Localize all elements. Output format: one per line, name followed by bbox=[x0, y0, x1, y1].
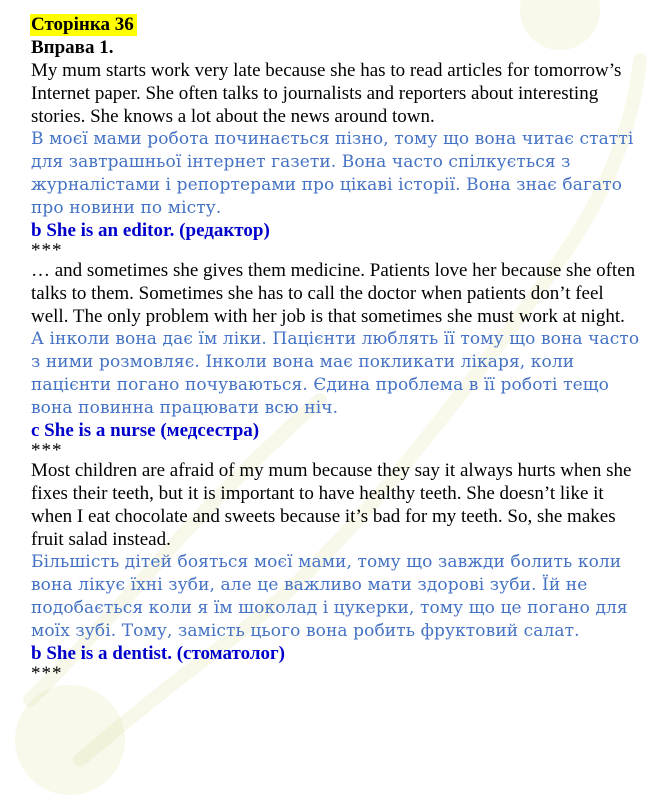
translation-paragraph: Більшість дітей бояться моєї мами, тому що завжди болить коли вона лікує їхні зуби, але це важливо мати здорові зуби. Їй не подобається коли я їм шоколад і цукерки, тому що це погано для моїх зубі. Тому, замість цього вона робить фруктовий салат. bbox=[31, 552, 628, 641]
english-paragraph: Most children are afraid of my mum because they say it always hurts when she fixes their teeth, but it is important to have healthy teeth. She doesn’t like it when I eat chocolate and sweets because it’s bad for my teeth. So, she makes fruit salad instead. bbox=[31, 460, 632, 550]
page-title: Сторінка 36 bbox=[30, 14, 137, 36]
english-paragraph: My mum starts work very late because she has to read articles for tomorrow’s Internet paper. She often talks to journalists and reporters about interesting stories. She knows a lot about the news around town. bbox=[31, 60, 622, 127]
exercise-title: Вправа 1. bbox=[31, 37, 114, 58]
separator: *** bbox=[31, 240, 63, 261]
answer-line: b She is a dentist. (стоматолог) bbox=[31, 643, 285, 664]
separator: *** bbox=[31, 440, 63, 461]
answer-line: c She is a nurse (медсестра) bbox=[31, 420, 260, 441]
english-paragraph: … and sometimes she gives them medicine. Patients love her because she often talks to them. Sometimes she has to call the doctor when patients don’t feel well. The only problem with her job is that sometimes she must work at night. bbox=[31, 260, 636, 327]
translation-paragraph: В моєї мами робота починається пізно, тому що вона читає статті для завтрашньої інтернет газети. Вона часто спілкується з журналістами і репортерами про цікаві історії. Вона знає багато про новини по місту. bbox=[31, 129, 634, 218]
exercise-block-1 bbox=[31, 59, 641, 259]
translation-paragraph: А інколи вона дає їм ліки. Пацієнти люблять її тому що вона часто з ними розмовляє. Інколи вона має покликати лікаря, коли пацієнти погано почуваються. Єдина проблема в її роботі тещо вона повинна працювати всю ніч. bbox=[31, 329, 640, 418]
document-page bbox=[31, 14, 641, 682]
separator: *** bbox=[31, 663, 63, 684]
answer-line: b She is an editor. (редактор) bbox=[31, 220, 270, 241]
exercise-block-2 bbox=[31, 259, 641, 459]
exercise-block-3 bbox=[31, 459, 641, 682]
